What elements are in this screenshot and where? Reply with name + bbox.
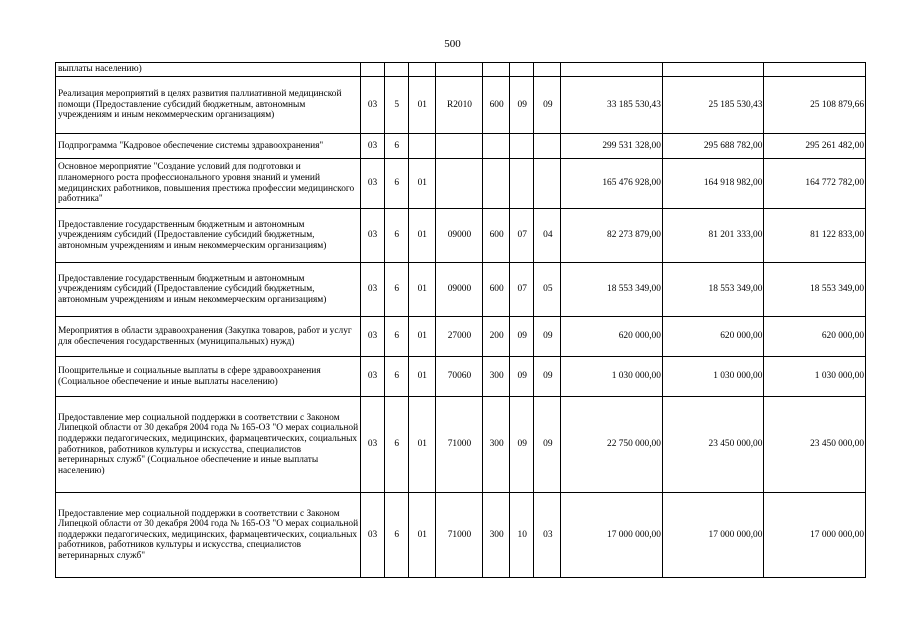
expense-direction-code: 09000 [435, 263, 482, 317]
amount-year-2: 164 918 982,00 [662, 159, 764, 209]
expense-direction-code: 09000 [435, 209, 482, 263]
main-activity-code [408, 134, 435, 159]
table-row [56, 77, 866, 134]
expense-type-code: 300 [483, 493, 510, 578]
expense-direction-code [435, 134, 482, 159]
program-code: 03 [360, 159, 384, 209]
row-description: Поощрительные и социальные выплаты в сфере здравоохранения (Социальное обеспечение и иные выплаты населению) [56, 357, 361, 397]
subsection-code: 03 [534, 493, 561, 578]
program-code: 03 [360, 357, 384, 397]
expense-direction-code: 27000 [435, 317, 482, 357]
subsection-code: 05 [534, 263, 561, 317]
main-activity-code [408, 63, 435, 77]
amount-year-2: 23 450 000,00 [662, 397, 764, 493]
amount-year-1 [561, 63, 663, 77]
subsection-code: 09 [534, 317, 561, 357]
amount-year-1: 165 476 928,00 [561, 159, 663, 209]
expense-direction-code [435, 63, 482, 77]
expense-type-code [483, 63, 510, 77]
row-description: Предоставление государственным бюджетным и автономным учреждениям субсидий (Предоставление субсидий бюджетным, автономным учреждениям и иным некоммерческим организациям) [56, 263, 361, 317]
row-description: Основное мероприятие "Создание условий для подготовки и планомерного роста профессионального уровня знаний и умений медицинских работников, повышения престижа профессии медицинского работника" [56, 159, 361, 209]
table-row [56, 493, 866, 578]
main-activity-code: 01 [408, 397, 435, 493]
amount-year-1: 17 000 000,00 [561, 493, 663, 578]
program-code: 03 [360, 209, 384, 263]
table-row [56, 134, 866, 159]
section-code [510, 159, 534, 209]
section-code: 10 [510, 493, 534, 578]
amount-year-1: 1 030 000,00 [561, 357, 663, 397]
expense-type-code: 600 [483, 209, 510, 263]
expense-type-code: 600 [483, 263, 510, 317]
section-code: 09 [510, 317, 534, 357]
amount-year-3: 81 122 833,00 [764, 209, 866, 263]
subprogram-code: 6 [384, 134, 408, 159]
amount-year-3: 18 553 349,00 [764, 263, 866, 317]
section-code: 07 [510, 263, 534, 317]
main-activity-code: 01 [408, 209, 435, 263]
program-code: 03 [360, 134, 384, 159]
main-activity-code: 01 [408, 493, 435, 578]
subprogram-code: 6 [384, 317, 408, 357]
section-code: 09 [510, 77, 534, 134]
amount-year-2 [662, 63, 764, 77]
subsection-code [534, 63, 561, 77]
expense-type-code: 300 [483, 357, 510, 397]
table-row [56, 63, 866, 77]
program-code: 03 [360, 317, 384, 357]
subprogram-code: 6 [384, 357, 408, 397]
table-row [56, 357, 866, 397]
expense-direction-code: 71000 [435, 397, 482, 493]
amount-year-1: 33 185 530,43 [561, 77, 663, 134]
amount-year-3: 295 261 482,00 [764, 134, 866, 159]
subsection-code [534, 134, 561, 159]
amount-year-2: 620 000,00 [662, 317, 764, 357]
program-code: 03 [360, 263, 384, 317]
subprogram-code: 6 [384, 397, 408, 493]
amount-year-2: 295 688 782,00 [662, 134, 764, 159]
subprogram-code: 6 [384, 159, 408, 209]
row-description: Предоставление мер социальной поддержки в соответствии с Законом Липецкой области от 30 декабря 2004 года № 165-ОЗ "О мерах социальной поддержки педагогических, медицинских, фармацевтических, социальных работников, работников культуры и искусства, специалистов ветеринарных служб" [56, 493, 361, 578]
expense-direction-code: 71000 [435, 493, 482, 578]
amount-year-2: 1 030 000,00 [662, 357, 764, 397]
amount-year-3: 17 000 000,00 [764, 493, 866, 578]
amount-year-2: 25 185 530,43 [662, 77, 764, 134]
expense-type-code: 600 [483, 77, 510, 134]
section-code: 09 [510, 397, 534, 493]
section-code: 09 [510, 357, 534, 397]
main-activity-code: 01 [408, 357, 435, 397]
subsection-code [534, 159, 561, 209]
expense-type-code: 200 [483, 317, 510, 357]
amount-year-3: 164 772 782,00 [764, 159, 866, 209]
amount-year-1: 22 750 000,00 [561, 397, 663, 493]
amount-year-3: 25 108 879,66 [764, 77, 866, 134]
subsection-code: 04 [534, 209, 561, 263]
amount-year-1: 82 273 879,00 [561, 209, 663, 263]
subprogram-code: 5 [384, 77, 408, 134]
amount-year-2: 17 000 000,00 [662, 493, 764, 578]
row-description: Предоставление государственным бюджетным и автономным учреждениям субсидий (Предоставление субсидий бюджетным, автономным учреждениям и иным некоммерческим организациям) [56, 209, 361, 263]
expense-direction-code [435, 159, 482, 209]
amount-year-1: 299 531 328,00 [561, 134, 663, 159]
main-activity-code: 01 [408, 263, 435, 317]
row-description: Предоставление мер социальной поддержки в соответствии с Законом Липецкой области от 30 декабря 2004 года № 165-ОЗ "О мерах социальной поддержки педагогических, медицинских, фармацевтических, социальных работников, работников культуры и искусства, специалистов ветеринарных служб" (Социальное обеспечение и иные выплаты населению) [56, 397, 361, 493]
table-row [56, 159, 866, 209]
section-code: 07 [510, 209, 534, 263]
page-number: 500 [444, 38, 461, 50]
subprogram-code: 6 [384, 263, 408, 317]
row-description: Подпрограмма "Кадровое обеспечение системы здравоохранения" [56, 134, 361, 159]
budget-table [55, 62, 866, 578]
amount-year-3: 620 000,00 [764, 317, 866, 357]
subsection-code: 09 [534, 357, 561, 397]
table-body [56, 63, 866, 578]
table-row [56, 263, 866, 317]
amount-year-2: 18 553 349,00 [662, 263, 764, 317]
main-activity-code: 01 [408, 159, 435, 209]
expense-type-code [483, 134, 510, 159]
amount-year-3: 23 450 000,00 [764, 397, 866, 493]
amount-year-3 [764, 63, 866, 77]
amount-year-3: 1 030 000,00 [764, 357, 866, 397]
amount-year-2: 81 201 333,00 [662, 209, 764, 263]
amount-year-1: 620 000,00 [561, 317, 663, 357]
row-description: выплаты населению) [56, 63, 361, 77]
table-row [56, 317, 866, 357]
section-code [510, 134, 534, 159]
amount-year-1: 18 553 349,00 [561, 263, 663, 317]
expense-direction-code: R2010 [435, 77, 482, 134]
section-code [510, 63, 534, 77]
table-row [56, 209, 866, 263]
expense-type-code [483, 159, 510, 209]
main-activity-code: 01 [408, 77, 435, 134]
row-description: Мероприятия в области здравоохранения (Закупка товаров, работ и услуг для обеспечения государственных (муниципальных) нужд) [56, 317, 361, 357]
main-activity-code: 01 [408, 317, 435, 357]
program-code: 03 [360, 77, 384, 134]
subsection-code: 09 [534, 77, 561, 134]
program-code [360, 63, 384, 77]
expense-type-code: 300 [483, 397, 510, 493]
subprogram-code: 6 [384, 209, 408, 263]
subprogram-code [384, 63, 408, 77]
expense-direction-code: 70060 [435, 357, 482, 397]
subsection-code: 09 [534, 397, 561, 493]
program-code: 03 [360, 397, 384, 493]
row-description: Реализация мероприятий в целях развития паллиативной медицинской помощи (Предоставление субсидий бюджетным, автономным учреждениям и иным некоммерческим организациям) [56, 77, 361, 134]
program-code: 03 [360, 493, 384, 578]
table-row [56, 397, 866, 493]
subprogram-code: 6 [384, 493, 408, 578]
